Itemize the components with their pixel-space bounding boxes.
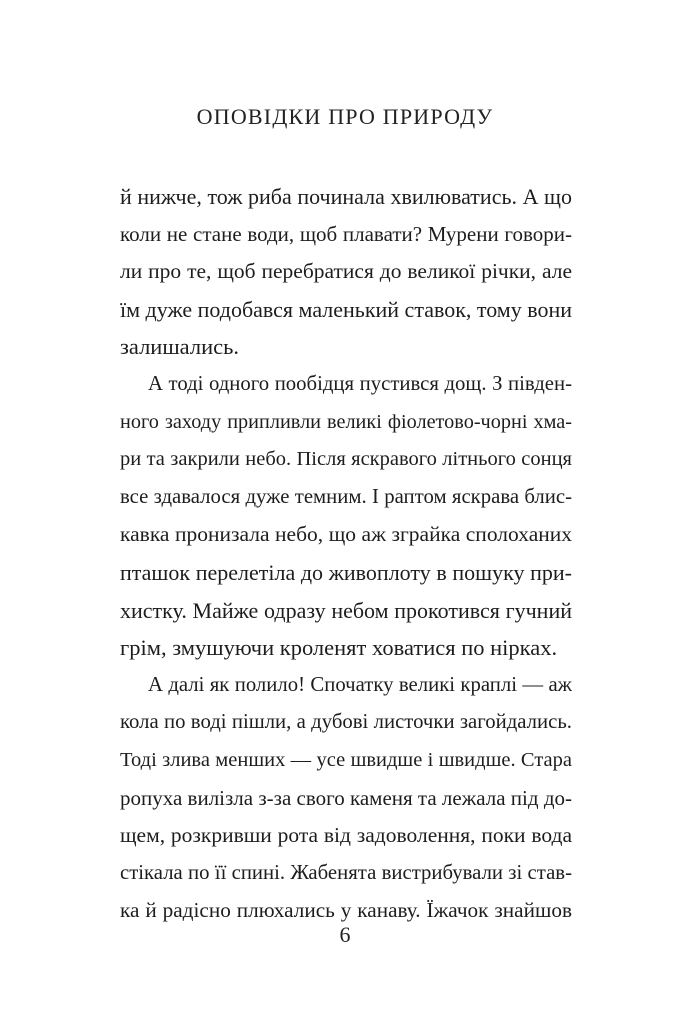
text-line: Тоді злива менших — усе швидше і швидше. Стара: [120, 748, 572, 771]
text-line: кола по воді пішли, а дубові листочки загойдались.: [120, 711, 572, 734]
text-line: їм дуже подобався маленький ставок, тому вони: [120, 296, 573, 322]
text-line: й нижче, тож риба починала хвилюватись. А що: [120, 184, 572, 209]
text-line: грім, змушуючи кроленят ховатися по нірках.: [120, 635, 558, 661]
text-line: ного заходу припливли великі фіолетово-чорні хма-: [120, 410, 572, 433]
text-line: стікала по її спині. Жабенята вистрибували зі став-: [120, 861, 572, 884]
running-head: ОПОВІДКИ ПРО ПРИРОДУ: [196, 104, 494, 129]
text-line: все здавалося дуже темним. І раптом яскрава блис-: [120, 485, 572, 508]
text-line: коли не стане води, щоб плавати? Мурени говори-: [120, 221, 572, 246]
text-line: щем, розкривши рота від задоволення, поки вода: [120, 823, 572, 848]
text-line: ропуха вилізла з-за свого каменя та лежала під до-: [120, 785, 572, 810]
text-line: ли про те, щоб перебратися до великої річки, але: [120, 259, 572, 284]
text-line: залишались.: [120, 334, 239, 360]
text-line: хистку. Майже одразу небом прокотився гучний: [120, 597, 572, 623]
text-line: ка й радісно плюхались у канаву. Їжачок знайшов: [120, 898, 572, 923]
text-line: А тоді одного пообідця пустився дощ. З півден-: [148, 372, 572, 395]
text-line: пташок перелетіла до живоплоту в пошуку при-: [120, 559, 572, 585]
body-text: [120, 178, 572, 930]
text-line: кавка пронизала небо, що аж зграйка сполоханих: [120, 522, 572, 547]
page-number: 6: [339, 922, 351, 947]
text-line: ри та закрили небо. Після яскравого літнього сонця: [120, 448, 572, 471]
text-line: А далі як полило! Спочатку великі краплі — аж: [148, 673, 572, 696]
